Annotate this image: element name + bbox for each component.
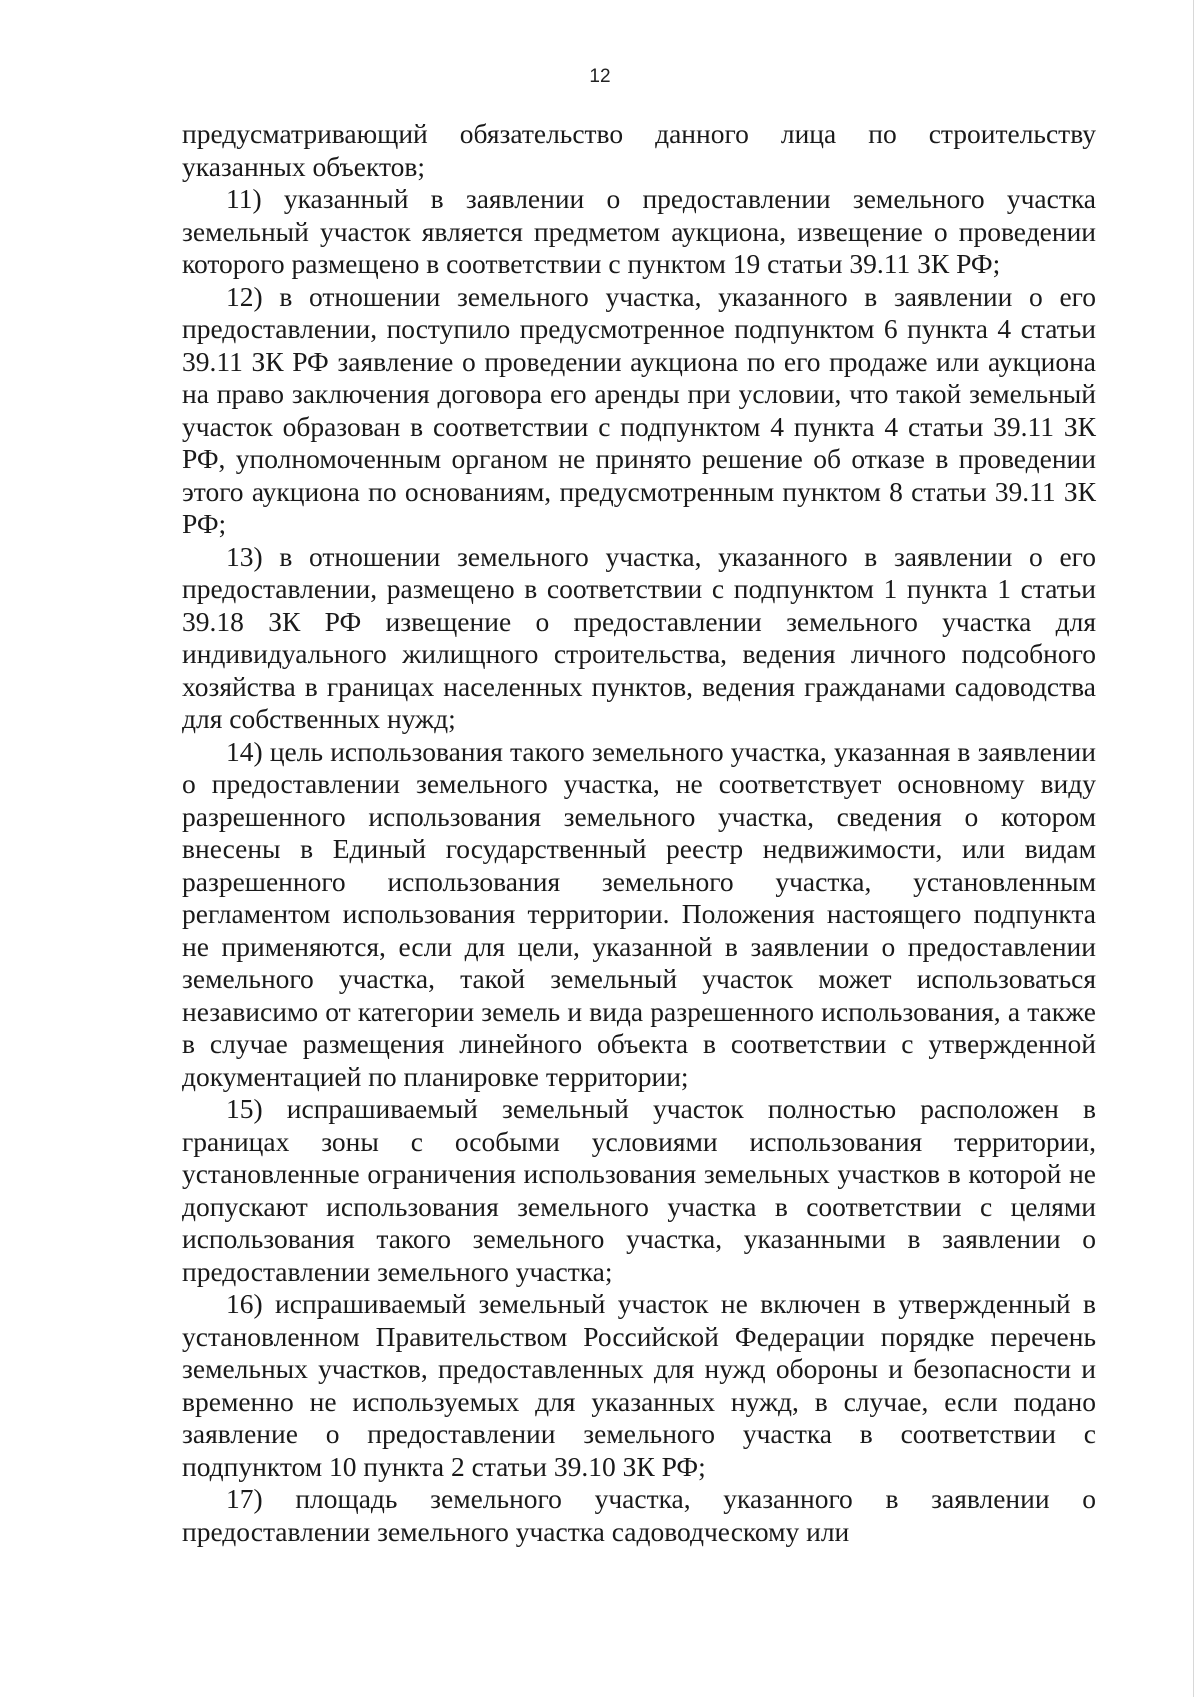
paragraph-item-12: 12) в отношении земельного участка, указанного в заявлении о его предоставлении, поступило предусмотренное подпунктом 6 пункта 4 статьи 39.11 ЗК РФ заявление о проведении аукциона по его продаже или аукциона на право заключения договора его аренды при условии, что такой земельный участок образован в соответствии с подпунктом 4 пункта 4 статьи 39.11 ЗК РФ, уполномоченным органом не принято решение об отказе в проведении этого аукциона по основаниям, предусмотренным пунктом 8 статьи 39.11 ЗК РФ; — [182, 280, 1096, 539]
document-body — [182, 118, 1096, 1548]
paragraph-item-16: 16) испрашиваемый земельный участок не включен в утвержденный в установленном Правительством Российской Федерации порядке перечень земельных участков, предоставленных для нужд обороны и безопасности и временно не используемых для указанных нужд, в случае, если подано заявление о предоставлении земельного участка в соответствии с подпунктом 10 пункта 2 статьи 39.10 ЗК РФ; — [182, 1288, 1096, 1482]
page-edge-line — [1193, 0, 1194, 1697]
page-number: 12 — [589, 66, 611, 87]
paragraph-item-15: 15) испрашиваемый земельный участок полностью расположен в границах зоны с особыми условиями использования территории, установленные ограничения использования земельных участков в которой не допускают использования земельного участка в соответствии с целями использования такого земельного участка, указанными в заявлении о предоставлении земельного участка; — [182, 1093, 1096, 1287]
paragraph-item-14: 14) цель использования такого земельного участка, указанная в заявлении о предоставлении земельного участка, не соответствует основному виду разрешенного использования земельного участка, сведения о котором внесены в Единый государственный реестр недвижимости, или видам разрешенного использования земельного участка, установленным регламентом использования территории. Положения настоящего подпункта не применяются, если для цели, указанной в заявлении о предоставлении земельного участка, такой земельный участок может использоваться независимо от категории земель и вида разрешенного использования, а также в случае размещения линейного объекта в соответствии с утвержденной документацией по планировке территории; — [182, 735, 1096, 1092]
paragraph-item-11: 11) указанный в заявлении о предоставлении земельного участка земельный участок является предметом аукциона, извещение о проведении которого размещено в соответствии с пунктом 19 статьи 39.11 ЗК РФ; — [182, 183, 1096, 279]
paragraph-continuation: предусматривающий обязательство данного лица по строительству указанных объектов; — [182, 118, 1096, 182]
paragraph-item-13: 13) в отношении земельного участка, указанного в заявлении о его предоставлении, размещено в соответствии с подпунктом 1 пункта 1 статьи 39.18 ЗК РФ извещение о предоставлении земельного участка для индивидуального жилищного строительства, ведения личного подсобного хозяйства в границах населенных пунктов, ведения гражданами садоводства для собственных нужд; — [182, 540, 1096, 734]
paragraph-item-17: 17) площадь земельного участка, указанного в заявлении о предоставлении земельного участка садоводческому или — [182, 1483, 1096, 1547]
